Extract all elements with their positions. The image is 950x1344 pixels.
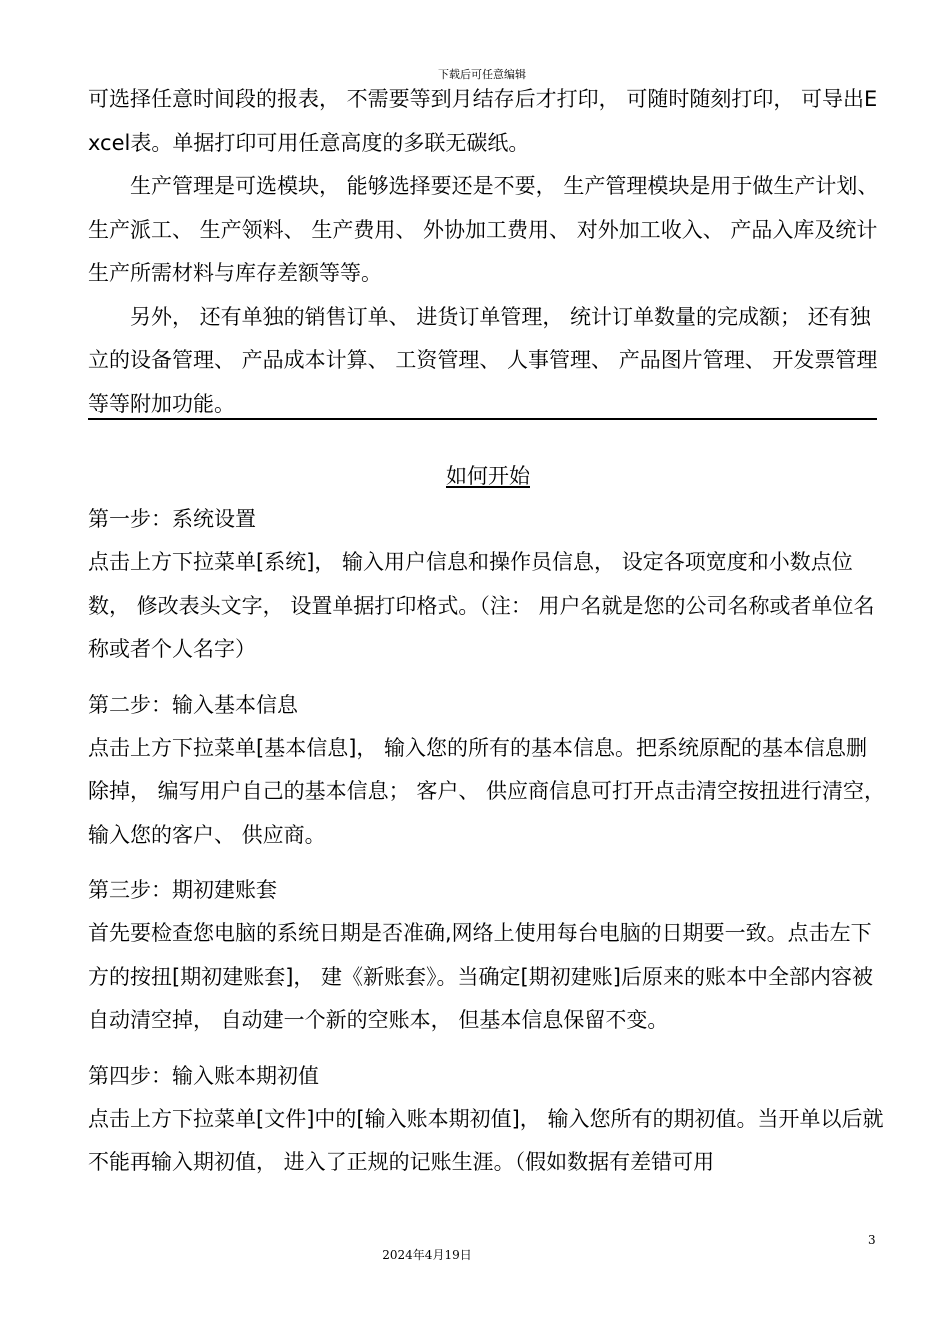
step-body: 点击上方下拉菜单[基本信息]， 输入您的所有的基本信息。把系统原配的基本信息删除掉， 编写用户自己的基本信息； 客户、 供应商信息可打开点击清空按扭进行清空， 输入您的客户、 供应商。 xyxy=(88,735,886,847)
step-body: 首先要检查您电脑的系统日期是否准确,网络上使用每台电脑的日期要一致。点击左下方的按扭[期初建账套]， 建《新账套》。当确定[期初建账]后原来的账本中全部内容被自动清空掉， 自动建一个新的空账本， 但基本信息保留不变。 xyxy=(88,921,873,1032)
intro-paragraph-3: 另外， 还有单独的销售订单、 进货订单管理， 统计订单数量的完成额； 还有独立的设备管理、 产品成本计算、 工资管理、 人事管理、 产品图片管理、 开发票管理等等附加功能。 xyxy=(88,304,878,416)
page-number: 3 xyxy=(868,1233,876,1247)
step-2 xyxy=(88,684,888,858)
intro-paragraph-1: 可选择任意时间段的报表， 不需要等到月结存后才打印， 可随时随刻打印， 可导出Excel表。单据打印可用任意高度的多联无碳纸。 xyxy=(88,87,878,155)
section-title-text: 如何开始 xyxy=(446,464,530,488)
footer-date: 2024年4月19日 xyxy=(382,1248,472,1262)
step-body: 点击上方下拉菜单[系统]， 输入用户信息和操作员信息， 设定各项宽度和小数点位数， 修改表头文字， 设置单据打印格式。（注： 用户名就是您的公司名称或者单位名称或者个人名字） xyxy=(88,550,875,661)
header-note: 下载后可任意编辑 xyxy=(438,68,526,81)
document-body xyxy=(88,78,888,1185)
step-heading: 第二步：输入基本信息 xyxy=(88,692,298,717)
step-1 xyxy=(88,498,888,672)
intro-paragraph-2: 生产管理是可选模块， 能够选择要还是不要， 生产管理模块是用于做生产计划、 生产派工、 生产领料、 生产费用、 外协加工费用、 对外加工收入、 产品入库及统计生产所需材料与库存差额等等。 xyxy=(88,174,879,285)
step-heading: 第一步：系统设置 xyxy=(88,507,256,531)
section-title xyxy=(88,456,888,496)
step-heading: 第四步：输入账本期初值 xyxy=(88,1063,319,1088)
step-body: 点击上方下拉菜单[文件]中的[输入账本期初值]， 输入您所有的期初值。当开单以后就不能再输入期初值， 进入了正规的记账生涯。（假如数据有差错可用 xyxy=(88,1106,884,1174)
step-heading: 第三步：期初建账套 xyxy=(88,878,277,902)
step-4 xyxy=(88,1055,888,1185)
step-3 xyxy=(88,869,888,1043)
